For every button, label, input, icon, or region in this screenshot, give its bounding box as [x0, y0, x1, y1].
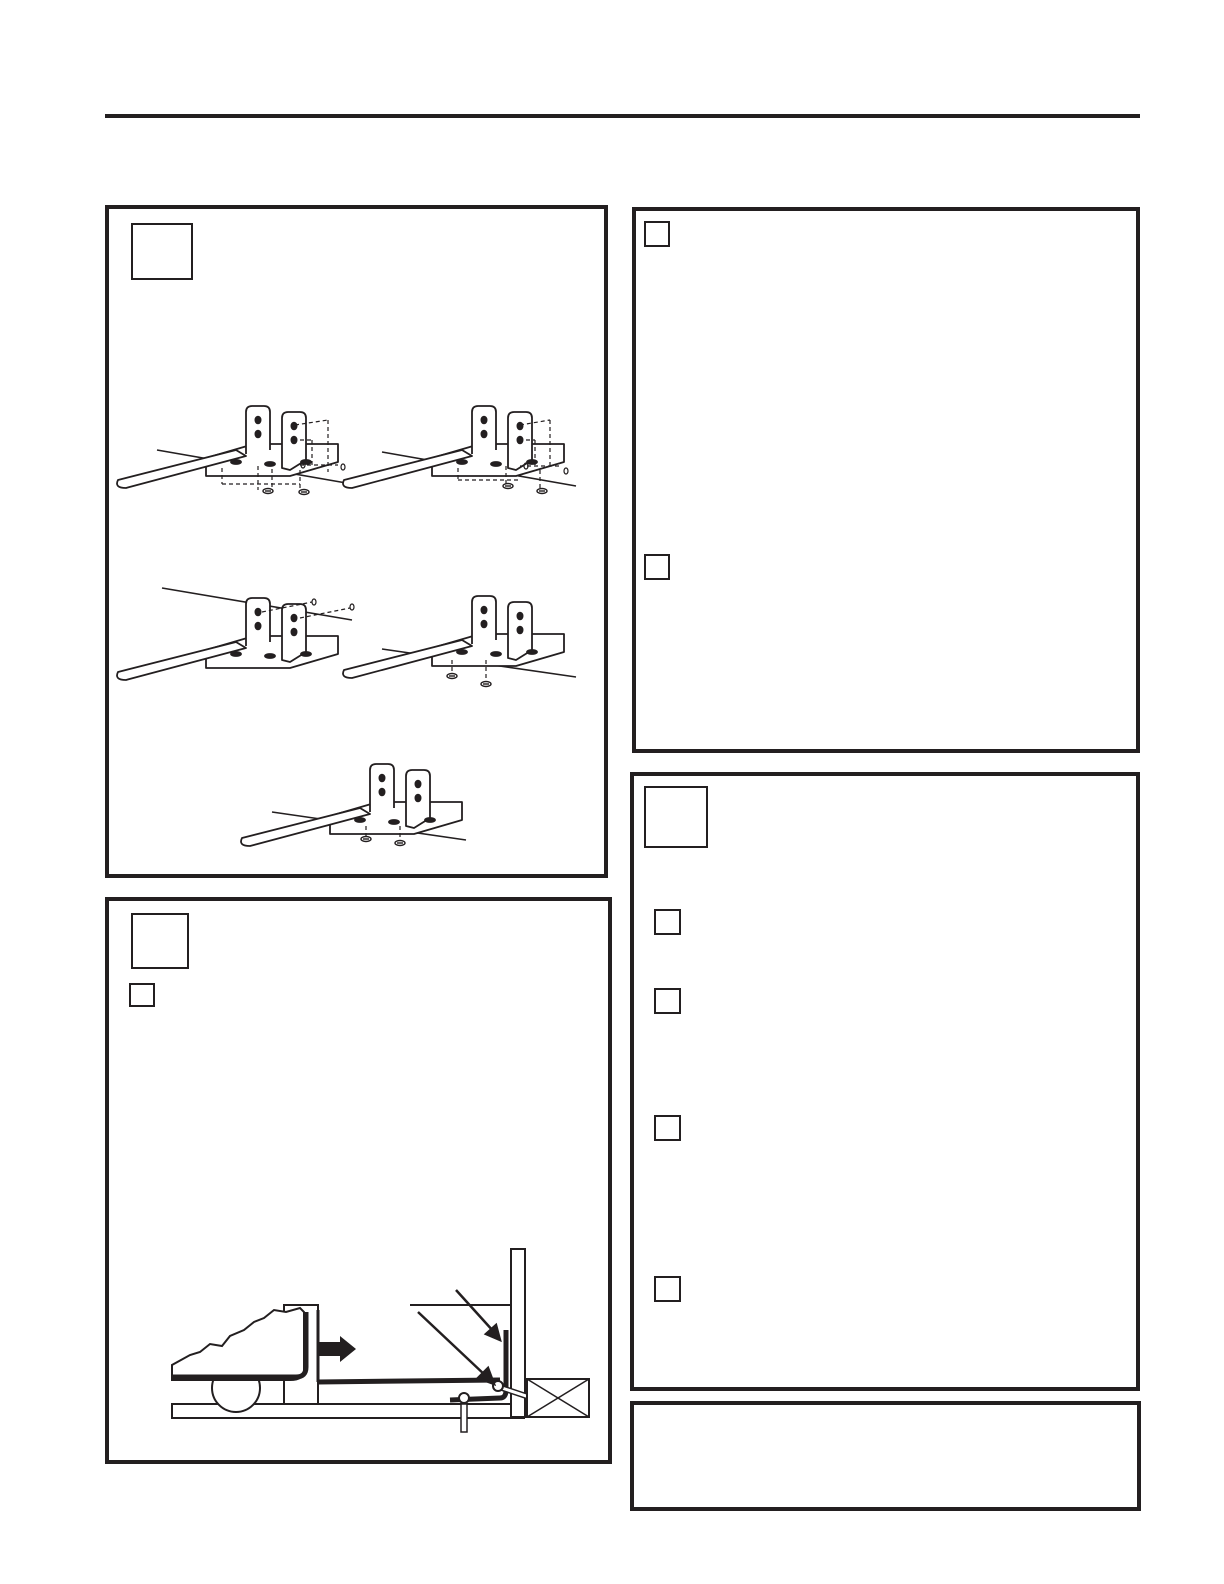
step-number-box: [644, 786, 708, 848]
step-checkbox[interactable]: [654, 909, 681, 935]
right-steps-panel: [632, 207, 1140, 753]
step-number-box: [131, 913, 189, 969]
step-checkbox[interactable]: [654, 1276, 681, 1302]
checklist-panel: [630, 772, 1140, 1391]
step-checkbox[interactable]: [644, 554, 670, 580]
step-number-box: [131, 223, 193, 280]
bracket-installation-panel: [105, 205, 608, 878]
step-checkbox[interactable]: [644, 221, 670, 247]
step-checkbox[interactable]: [129, 983, 155, 1007]
step-checkbox[interactable]: [654, 1115, 681, 1141]
header-rule: [105, 114, 1140, 118]
step-checkbox[interactable]: [654, 988, 681, 1014]
note-panel: [630, 1401, 1141, 1511]
leveling-panel: [105, 897, 612, 1464]
